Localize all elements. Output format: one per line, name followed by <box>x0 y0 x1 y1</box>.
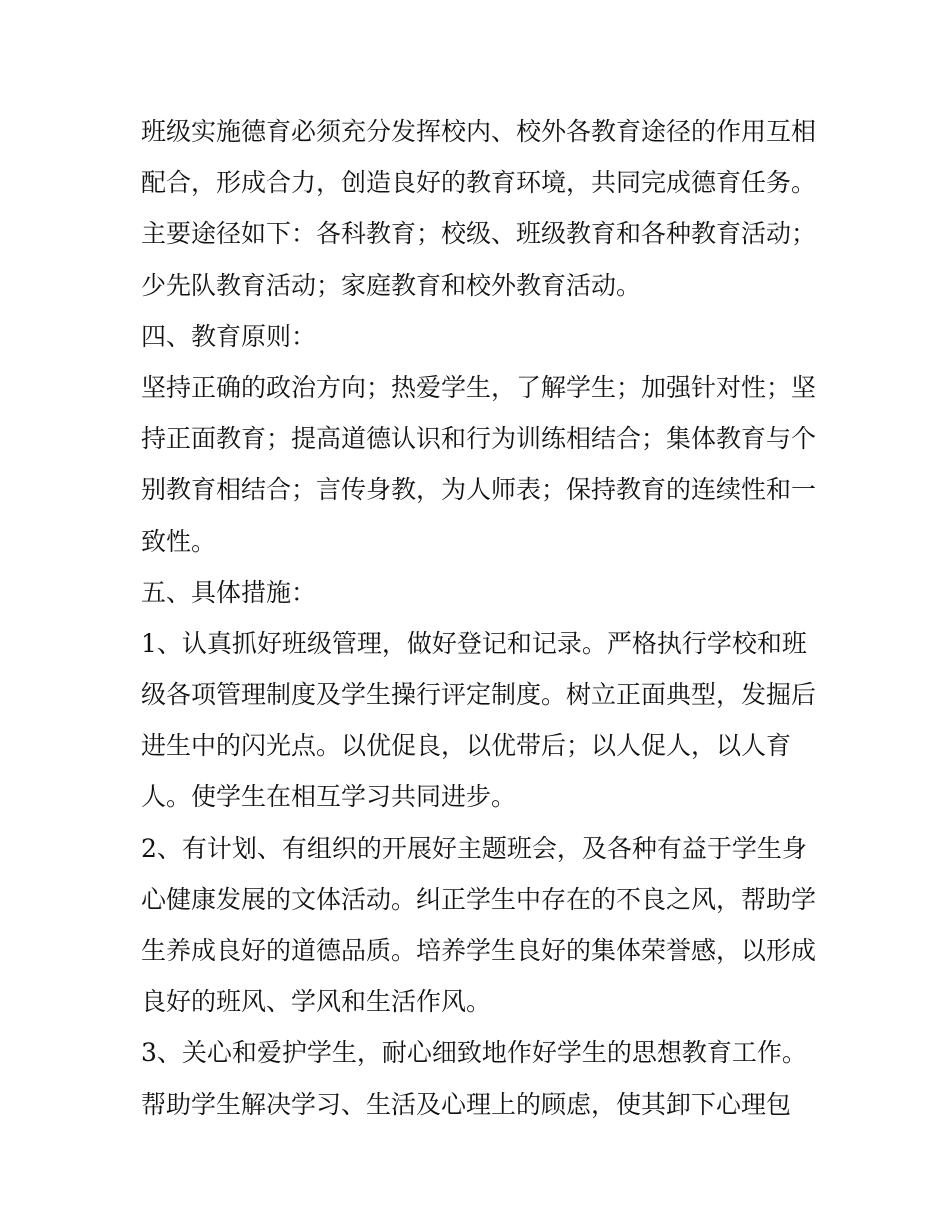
paragraph-line: 帮助学生解决学习、生活及心理上的顾虑，使其卸下心理包 <box>141 1089 792 1119</box>
paragraph-line: 1、认真抓好班级管理，做好登记和记录。严格执行学校和班 <box>141 628 807 658</box>
section-heading: 四、教育原则： <box>141 321 317 351</box>
document-body <box>141 106 821 1130</box>
paragraph-line: 别教育相结合；言传身教，为人师表；保持教育的连续性和一 <box>141 475 817 505</box>
paragraph-line: 持正面教育；提高道德认识和行为训练相结合；集体教育与个 <box>141 424 817 454</box>
paragraph-line: 3、关心和爱护学生，耐心细致地作好学生的思想教育工作。 <box>141 1038 807 1068</box>
paragraph-line: 主要途径如下：各科教育；校级、班级教育和各种教育活动； <box>141 219 817 249</box>
paragraph-line: 级各项管理制度及学生操行评定制度。树立正面典型，发掘后 <box>141 680 817 710</box>
paragraph-line: 人。使学生在相互学习共同进步。 <box>141 782 517 812</box>
paragraph-line: 生养成良好的道德品质。培养学生良好的集体荣誉感，以形成 <box>141 936 817 965</box>
paragraph-line: 少先队教育活动；家庭教育和校外教育活动。 <box>141 270 642 300</box>
paragraph-line: 心健康发展的文体活动。纠正学生中存在的不良之风，帮助学 <box>141 884 817 914</box>
paragraph-line: 进生中的闪光点。以优促良，以优带后；以人促人，以人育 <box>141 731 792 761</box>
paragraph-line: 致性。 <box>141 526 217 556</box>
paragraph-line: 坚持正确的政治方向；热爱学生，了解学生；加强针对性；坚 <box>141 372 817 402</box>
paragraph-line: 良好的班风、学风和生活作风。 <box>141 987 492 1017</box>
paragraph-line: 2、有计划、有组织的开展好主题班会，及各种有益于学生身 <box>141 833 807 863</box>
section-heading: 五、具体措施： <box>141 577 317 607</box>
paragraph-line: 配合，形成合力，创造良好的教育环境，共同完成德育任务。 <box>141 168 817 198</box>
paragraph-line: 班级实施德育必须充分发挥校内、校外各教育途径的作用互相 <box>141 117 817 146</box>
